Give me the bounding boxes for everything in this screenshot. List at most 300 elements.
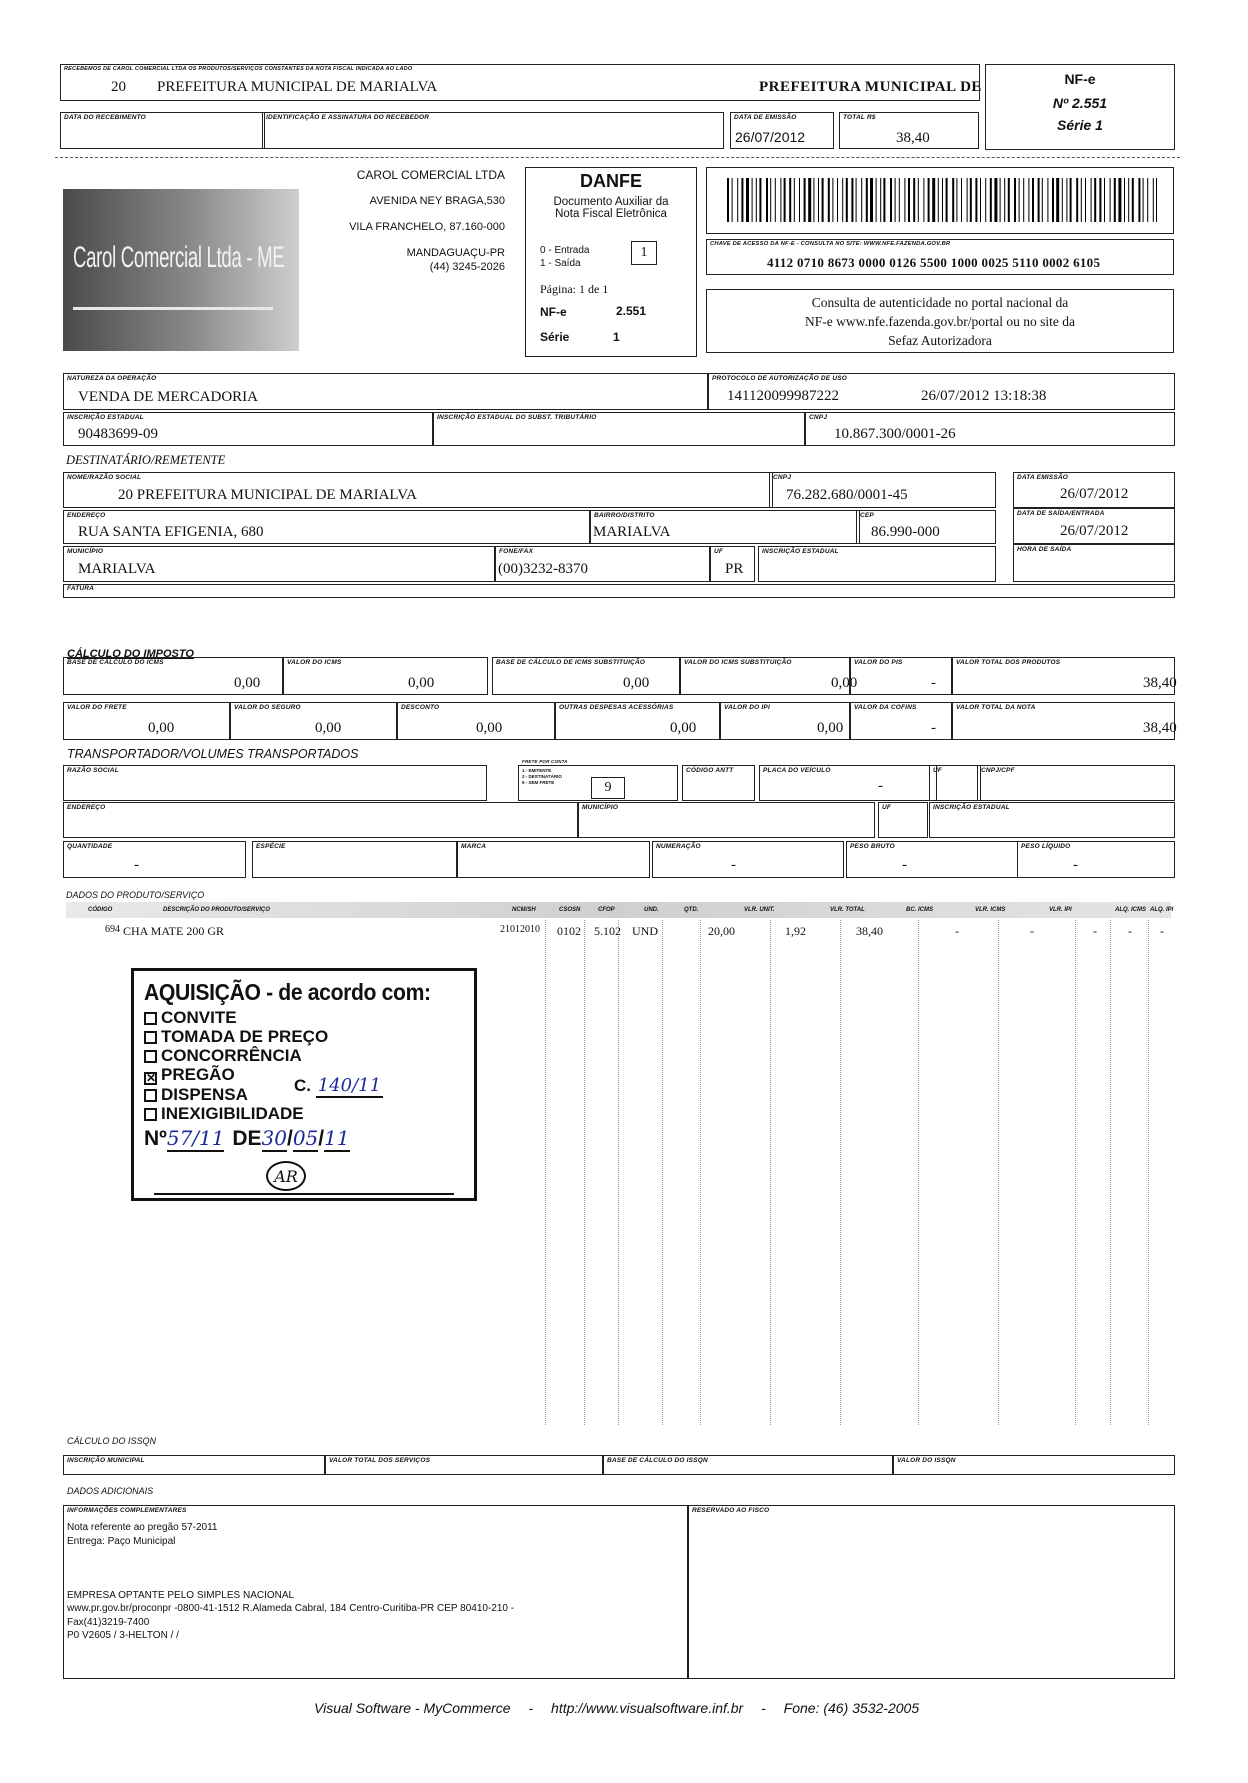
- recipient-emission-value: 26/07/2012: [1060, 486, 1129, 502]
- tax-field-4: [680, 657, 858, 695]
- recipient-cep-label: CEP: [860, 512, 874, 519]
- numbering-label: NUMERAÇÃO: [656, 843, 701, 850]
- tax2-field-label: VALOR DO SEGURO: [234, 704, 301, 711]
- freight-option-2: 2 - DESTINATÁRIO: [522, 774, 562, 779]
- product-icms: -: [1030, 924, 1034, 938]
- barcode-bar: [784, 178, 786, 222]
- danfe-page: Página: 1 de 1: [540, 282, 609, 296]
- footer-sep-1: -: [528, 1700, 534, 1716]
- recipient-cep-value: 86.990-000: [871, 524, 940, 540]
- tax2-field-value: 0,00: [315, 720, 342, 736]
- footer: [314, 1700, 919, 1716]
- products-column-divider: [840, 920, 841, 1425]
- access-key-box: [706, 239, 1174, 275]
- product-total: 38,40: [856, 924, 883, 938]
- nature-field: [63, 373, 708, 410]
- stamp-option: [144, 1046, 474, 1065]
- freight-option-3: 9 - SEM FRETE: [522, 780, 555, 785]
- recipient-address-label: ENDEREÇO: [67, 512, 106, 519]
- barcode-bar: [1038, 178, 1040, 222]
- barcode-bar: [913, 178, 915, 222]
- info-line: P0 V2605 / 3-HELTON / /: [67, 1630, 179, 1641]
- tax-field-value: 0,00: [623, 675, 650, 691]
- checkbox-icon: [144, 1031, 157, 1044]
- receipt-date-label: DATA DO RECEBIMENTO: [64, 114, 146, 121]
- antt-field: [682, 765, 755, 801]
- barcode-bar: [952, 178, 954, 222]
- checkbox-icon: [144, 1108, 157, 1121]
- carrier-city-label: MUNICÍPIO: [582, 804, 619, 811]
- stamp-option-label: TOMADA DE PREÇO: [161, 1027, 329, 1046]
- barcode-bar: [756, 178, 757, 222]
- barcode-bar: [861, 178, 862, 222]
- danfe-serie-value: 1: [613, 330, 620, 344]
- consult-line-3: Sefaz Autorizadora: [888, 333, 992, 348]
- barcode-bar: [1066, 178, 1067, 222]
- recipient-emission-label: DATA EMISSÃO: [1017, 474, 1069, 481]
- access-key-value: 4112 0710 8673 0000 0126 5500 1000 0025 5110 0002 6105: [767, 255, 1101, 270]
- protocol-field: [708, 373, 1175, 410]
- barcode-bar: [794, 178, 795, 222]
- products-header-cell: ALQ. ICMS: [1115, 907, 1146, 913]
- products-column-divider: [1075, 920, 1076, 1425]
- additional-section-title: DADOS ADICIONAIS: [67, 1486, 154, 1496]
- products-column-divider: [662, 920, 663, 1425]
- stamp-year: 11: [324, 1126, 350, 1150]
- barcode-bar: [1042, 178, 1043, 222]
- carrier-ie-field: [929, 802, 1175, 838]
- tax2-field-value: 0,00: [670, 720, 697, 736]
- barcode-bar: [856, 178, 857, 222]
- checked-box-icon: ✕: [146, 1071, 157, 1085]
- barcode-bar: [766, 178, 768, 222]
- barcode-bar: [1085, 178, 1086, 222]
- qty-label: QUANTIDADE: [67, 843, 113, 850]
- freight-field: [518, 759, 678, 801]
- tax2-field-5: [720, 702, 850, 740]
- footer-phone: Fone: (46) 3532-2005: [783, 1700, 920, 1716]
- barcode-bar: [923, 178, 924, 222]
- tax-field-label: VALOR TOTAL DOS PRODUTOS: [956, 659, 1061, 666]
- barcode-bar: [932, 178, 935, 222]
- receipt-nfe-serie: Série 1: [1057, 117, 1103, 133]
- recipient-cnpj-field: [769, 472, 996, 508]
- recipient-phone-field: [495, 546, 710, 582]
- recipient-name-label: NOME/RAZÃO SOCIAL: [67, 474, 142, 481]
- products-section-title: DADOS DO PRODUTO/SERVIÇO: [66, 890, 205, 900]
- barcode-bar: [1091, 178, 1092, 222]
- carrier-city-field: [578, 802, 875, 838]
- products-column-divider: [918, 920, 919, 1425]
- products-column-divider: [545, 920, 546, 1425]
- danfe-title: DANFE: [580, 171, 642, 191]
- recipient-uf-label: UF: [714, 548, 724, 555]
- info-line: www.pr.gov.br/proconpr -0800-41-1512 R.Alameda Cabral, 184 Centro-Curitiba-PR CEP 80410-210 -: [67, 1603, 515, 1614]
- product-quantity: 20,00: [708, 924, 735, 938]
- barcode-bar: [904, 178, 905, 222]
- barcode-bar: [1000, 178, 1001, 222]
- checkbox-icon: [144, 1089, 157, 1102]
- danfe-entry-option: 0 - Entrada: [540, 245, 590, 256]
- info-line: Entrega: Paço Municipal: [67, 1535, 176, 1547]
- barcode-bar: [1124, 178, 1125, 222]
- barcode-bar: [1114, 178, 1116, 222]
- acquisition-stamp: [131, 968, 477, 1201]
- barcode-bar: [970, 178, 972, 222]
- protocol-value: 141120099987222: [727, 388, 839, 404]
- receipt-box: [60, 64, 980, 101]
- recipient-time-label: HORA DE SAÍDA: [1017, 546, 1072, 553]
- product-cfop: 5.102: [594, 924, 621, 938]
- barcode-bar: [942, 178, 943, 222]
- receipt-emission-value: 26/07/2012: [735, 129, 806, 145]
- receipt-signature-field[interactable]: [262, 112, 724, 149]
- recipient-ie-field: [758, 546, 996, 582]
- carrier-ie-label: INSCRIÇÃO ESTADUAL: [933, 804, 1010, 811]
- net-weight-value: -: [1073, 857, 1078, 873]
- tax-field-value: 0,00: [831, 675, 858, 691]
- barcode-bar: [890, 178, 892, 222]
- tax-field-value: -: [931, 675, 936, 691]
- products-header-cell: QTD.: [684, 907, 699, 913]
- issqn-field-2: [325, 1455, 603, 1475]
- receipt-total-label: TOTAL R$: [843, 114, 876, 121]
- barcode-bar: [1052, 178, 1054, 222]
- barcode-bar: [1019, 178, 1020, 222]
- stamp-c-label: C.: [294, 1076, 311, 1095]
- barcode-bar: [780, 178, 781, 222]
- tax-field-label: VALOR DO ICMS SUBSTITUIÇÃO: [684, 659, 792, 666]
- barcode-bar: [759, 178, 761, 222]
- tax-field-3: [492, 657, 680, 695]
- tax2-field-label: VALOR DO IPI: [724, 704, 770, 711]
- table-row: [0, 924, 1248, 940]
- consult-line-2: NF-e www.nfe.fazenda.gov.br/portal ou no site da: [804, 314, 1076, 329]
- tax2-field-4: [555, 702, 720, 740]
- products-column-divider: [770, 920, 771, 1425]
- recipient-city-value: MARIALVA: [78, 561, 156, 577]
- gross-weight-label: PESO BRUTO: [850, 843, 895, 850]
- cnpj-field: [805, 412, 1175, 446]
- tax-field-6: [952, 657, 1175, 695]
- stamp-no-value: 57/11: [166, 1126, 225, 1150]
- barcode-bar: [975, 178, 977, 222]
- barcode-bar: [870, 178, 873, 222]
- danfe-nfe-value: 2.551: [616, 304, 647, 318]
- recipient-exit-field: [1013, 508, 1175, 544]
- issqn-field-label: VALOR DO ISSQN: [897, 1457, 956, 1464]
- danfe-type-value: 1: [640, 245, 648, 260]
- emitter-district: VILA FRANCHELO, 87.160-000: [349, 221, 505, 233]
- issqn-field-label: BASE DE CÁLCULO DO ISSQN: [607, 1457, 708, 1464]
- stamp-option-label: PREGÃO: [161, 1065, 235, 1084]
- recipient-time-field: [1013, 544, 1175, 582]
- receipt-nfe-title: NF-e: [1064, 71, 1096, 87]
- stamp-option: [144, 1008, 474, 1027]
- carrier-name-field: [63, 765, 487, 801]
- ie-field: [63, 412, 433, 446]
- recipient-ie-label: INSCRIÇÃO ESTADUAL: [762, 548, 839, 555]
- brand-label: MARCA: [461, 843, 487, 850]
- gross-weight-field: [846, 841, 1018, 878]
- recipient-exit-value: 26/07/2012: [1060, 523, 1129, 539]
- receipt-date-field[interactable]: [60, 112, 265, 149]
- stamp-c-value: 140/11: [317, 1075, 382, 1096]
- issqn-field-3: [603, 1455, 893, 1475]
- logo-text: Carol Comercial Ltda - ME: [73, 241, 285, 274]
- emitter-city: MANDAGUAÇU-PR: [406, 247, 505, 259]
- receipt-emission-label: DATA DE EMISSÃO: [734, 114, 797, 121]
- receipt-total-field: [839, 112, 979, 149]
- barcode-bar: [1032, 178, 1034, 222]
- stamp-option: [144, 1027, 474, 1046]
- recipient-exit-label: DATA DE SAÍDA/ENTRADA: [1017, 510, 1105, 517]
- barcode-bar: [866, 178, 868, 222]
- product-csosn: 0102: [557, 924, 581, 938]
- emitter-name: CAROL COMERCIAL LTDA: [356, 168, 505, 182]
- stamp-initials-text: AR: [274, 1167, 298, 1186]
- product-ncm: 21012010: [500, 924, 540, 935]
- product-ipi: -: [1093, 924, 1097, 938]
- recipient-address-value: RUA SANTA EFIGENIA, 680: [78, 524, 264, 540]
- barcode-bar: [808, 178, 811, 222]
- invoice-label: FATURA: [67, 585, 95, 592]
- danfe-box: [525, 167, 697, 357]
- recipient-name-field: [63, 472, 773, 508]
- carrier-uf2-label: UF: [882, 804, 892, 811]
- barcode-bar: [1153, 178, 1154, 222]
- receipt-nfe-number: Nº 2.551: [1052, 95, 1108, 111]
- barcode-bar: [980, 178, 981, 222]
- carrier-uf-field: [929, 765, 981, 801]
- protocol-label: PROTOCOLO DE AUTORIZAÇÃO DE USO: [712, 375, 848, 382]
- tax2-field-label: DESCONTO: [401, 704, 440, 711]
- info-line: [67, 1548, 514, 1562]
- receipt-recipient-code: 20: [111, 79, 126, 95]
- tax-field-value: 0,00: [408, 675, 435, 691]
- products-column-divider: [700, 920, 701, 1425]
- recipient-district-label: BAIRRO/DISTRITO: [594, 512, 655, 519]
- product-code: 694: [105, 924, 120, 935]
- products-header-cell: NCM/SH: [512, 907, 536, 913]
- barcode-bar: [1110, 178, 1111, 222]
- barcode-bar: [876, 178, 877, 222]
- stamp-initials: [266, 1161, 306, 1191]
- numbering-value: -: [731, 857, 736, 873]
- consult-box: [706, 289, 1174, 353]
- gross-weight-value: -: [902, 857, 907, 873]
- stamp-signature-line: [154, 1193, 454, 1195]
- product-unit: UND: [632, 924, 658, 938]
- products-column-divider: [1148, 920, 1149, 1425]
- tax-field-value: 38,40: [1143, 675, 1177, 691]
- tax2-field-value: 38,40: [1143, 720, 1177, 736]
- barcode-bar: [1094, 178, 1096, 222]
- products-header-cell: ALQ. IPI: [1150, 907, 1174, 913]
- products-header-cell: DESCRIÇÃO DO PRODUTO/SERVIÇO: [163, 907, 270, 913]
- barcode-bar: [804, 178, 806, 222]
- recipient-name-value: 20 PREFEITURA MUNICIPAL DE MARIALVA: [118, 487, 417, 503]
- complementary-info-box: [63, 1505, 688, 1679]
- barcode-bar: [990, 178, 992, 222]
- recipient-emission-field: [1013, 472, 1175, 508]
- emitter-info: [300, 168, 505, 274]
- info-line: [67, 1575, 514, 1589]
- tax-field-2: [283, 657, 488, 695]
- barcode-bar: [895, 178, 896, 222]
- carrier-uf-label: UF: [933, 767, 943, 774]
- numbering-field: [652, 841, 844, 878]
- barcode-bar: [956, 178, 957, 222]
- consult-line-1: Consulta de autenticidade no portal nacional da: [811, 295, 1069, 310]
- plate-value: -: [878, 778, 883, 794]
- danfe-subtitle-1: Documento Auxiliar da: [553, 196, 669, 208]
- barcode-bar: [1128, 178, 1129, 222]
- nature-label: NATUREZA DA OPERAÇÃO: [67, 375, 157, 382]
- products-header-cell: CSOSN: [559, 907, 581, 913]
- tax2-field-7: [952, 702, 1175, 740]
- tax2-field-1: [63, 702, 230, 740]
- footer-url[interactable]: http://www.visualsoftware.inf.br: [551, 1700, 744, 1716]
- barcode-bar: [799, 178, 800, 222]
- access-key-label: CHAVE DE ACESSO DA NF-E - CONSULTA NO SITE: WWW.NFE.FAZENDA.GOV.BR: [710, 241, 951, 247]
- barcode-bar: [789, 178, 791, 222]
- tax2-field-value: 0,00: [817, 720, 844, 736]
- barcode-bar: [938, 178, 939, 222]
- danfe-serie-label: Série: [540, 330, 570, 344]
- net-weight-label: PESO LÍQUIDO: [1021, 843, 1071, 850]
- issqn-field-label: INSCRIÇÃO MUNICIPAL: [67, 1457, 145, 1464]
- barcode-bar: [1028, 178, 1029, 222]
- barcode-bar: [946, 178, 948, 222]
- tax2-field-label: VALOR DO FRETE: [67, 704, 127, 711]
- freight-value: 9: [604, 780, 612, 795]
- barcode-bar: [752, 178, 753, 222]
- danfe-type-box: [631, 241, 657, 265]
- products-header-cell: CFOP: [598, 907, 615, 913]
- danfe-exit-option: 1 - Saída: [540, 258, 581, 269]
- tax2-field-label: OUTRAS DESPESAS ACESSÓRIAS: [559, 704, 674, 711]
- products-column-divider: [1110, 920, 1111, 1425]
- product-bc-icms: -: [955, 924, 959, 938]
- recipient-cep-field: [856, 510, 996, 544]
- net-weight-field: [1017, 841, 1175, 878]
- tax2-field-value: -: [931, 720, 936, 736]
- barcode-bar: [1143, 178, 1144, 222]
- recipient-city-field: [63, 546, 495, 582]
- footer-software: Visual Software - MyCommerce: [314, 1700, 511, 1716]
- info-line: [67, 1562, 514, 1576]
- recipient-phone-value: (00)3232-8370: [498, 561, 588, 577]
- tax-field-label: BASE DE CÁLCULO DO ICMS: [67, 659, 164, 666]
- info-line: EMPRESA OPTANTE PELO SIMPLES NACIONAL: [67, 1589, 295, 1601]
- species-field: [252, 841, 457, 878]
- product-alq-icms: -: [1128, 924, 1132, 938]
- footer-sep-2: -: [761, 1700, 766, 1716]
- carrier-name-label: RAZÃO SOCIAL: [67, 767, 119, 774]
- stamp-no-label: Nº: [144, 1127, 167, 1150]
- species-label: ESPÉCIE: [256, 843, 286, 850]
- barcode-bar: [842, 178, 843, 222]
- barcode-bar: [822, 178, 824, 222]
- barcode-bar: [727, 178, 729, 222]
- barcode-bar: [837, 178, 838, 222]
- receipt-nfe-box: [985, 64, 1175, 150]
- barcode-bar: [1104, 178, 1105, 222]
- stamp-options: [144, 1008, 474, 1123]
- barcode-bar: [1138, 178, 1140, 222]
- cut-line: [55, 157, 1180, 158]
- barcode-bar: [880, 178, 881, 222]
- carrier-address-label: ENDEREÇO: [67, 804, 106, 811]
- stamp-option-label: DISPENSA: [161, 1085, 248, 1104]
- info-line: Nota referente ao pregão 57-2011: [67, 1522, 218, 1533]
- antt-label: CÓDIGO ANTT: [686, 767, 734, 774]
- tax2-field-label: VALOR TOTAL DA NOTA: [956, 704, 1036, 711]
- receipt-emission-field: [730, 112, 834, 149]
- stamp-title: AQUISIÇÃO - de acordo com:: [144, 979, 431, 1005]
- products-header-cell: VLR. UNIT.: [744, 907, 775, 913]
- plate-label: PLACA DO VEÍCULO: [763, 767, 831, 774]
- barcode-bar: [1004, 178, 1005, 222]
- protocol-date: 26/07/2012 13:18:38: [921, 388, 1047, 404]
- barcode-bar: [961, 178, 962, 222]
- transport-section-title: TRANSPORTADOR/VOLUMES TRANSPORTADOS: [67, 747, 359, 761]
- complementary-info-lines: [67, 1521, 514, 1643]
- barcode-bar: [775, 178, 776, 222]
- tax2-field-value: 0,00: [476, 720, 503, 736]
- recipient-cnpj-label: CNPJ: [773, 474, 792, 481]
- tax2-field-3: [397, 702, 555, 740]
- barcode-bar: [883, 178, 885, 222]
- stamp-c-line: [294, 1076, 383, 1095]
- issqn-field-1: [63, 1455, 325, 1475]
- qty-value: -: [134, 857, 139, 873]
- product-unit-price: 1,92: [785, 924, 806, 938]
- stamp-option-label: CONVITE: [161, 1008, 237, 1027]
- tax-section-title: CÁLCULO DO IMPOSTO: [67, 648, 194, 660]
- tax-field-label: VALOR DO PIS: [854, 659, 903, 666]
- carrier-cnpj-field: [977, 765, 1175, 801]
- barcode-bar: [746, 178, 749, 222]
- brand-field: [457, 841, 650, 878]
- barcode-bar: [828, 178, 830, 222]
- barcode-bar: [1047, 178, 1048, 222]
- recipient-district-field: [590, 510, 860, 544]
- barcode-bar: [851, 178, 853, 222]
- stamp-month: 05: [292, 1126, 319, 1150]
- tax-field-5: [850, 657, 952, 695]
- barcode-bar: [1147, 178, 1148, 222]
- barcode-bar: [918, 178, 919, 222]
- receipt-recipient-name: PREFEITURA MUNICIPAL DE MARIALVA: [157, 79, 438, 95]
- nature-value: VENDA DE MERCADORIA: [78, 389, 258, 405]
- barcode-bar: [1014, 178, 1016, 222]
- ie-st-field: [433, 412, 805, 446]
- product-description: CHA MATE 200 GR: [123, 924, 225, 938]
- products-header-cell: CÓDIGO: [88, 907, 113, 913]
- barcode-bar: [899, 178, 900, 222]
- recipient-cnpj-value: 76.282.680/0001-45: [786, 487, 908, 503]
- ie-st-label: INSCRIÇÃO ESTADUAL DO SUBST. TRIBUTÁRIO: [437, 414, 597, 421]
- products-column-divider: [618, 920, 619, 1425]
- recipient-city-label: MUNICÍPIO: [67, 548, 104, 555]
- product-alq-ipi: -: [1160, 924, 1164, 938]
- stamp-de-label: DE: [232, 1127, 262, 1150]
- stamp-option-label: INEXIGIBILIDADE: [161, 1104, 304, 1123]
- company-logo: [63, 189, 299, 351]
- recipient-address-field: [63, 510, 590, 544]
